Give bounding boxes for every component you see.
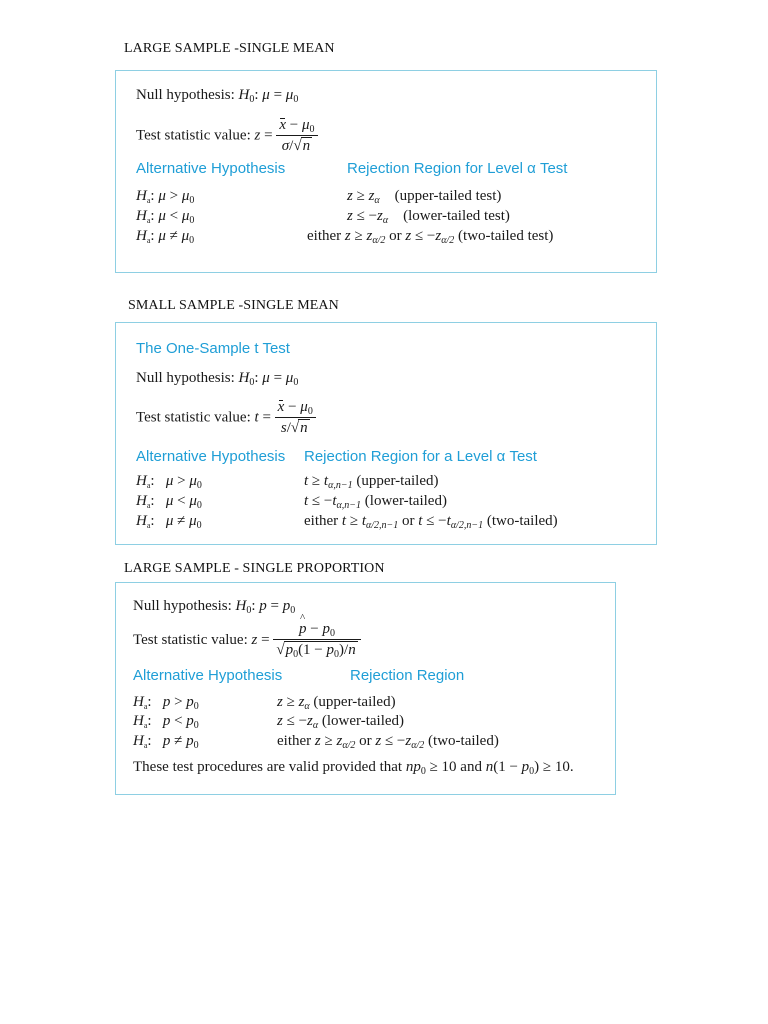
test-statistic-label: Test statistic value: [136,409,255,426]
alternative-hypothesis-header: Alternative Hypothesis [136,160,286,177]
formula-box-large-sample-mean [115,70,657,273]
formula-box-large-sample-proportion [115,582,616,795]
rejection-region-header: Rejection Region [350,667,465,684]
rejection-region-row: $t \le -t_{\alpha,n-1}$ (lower-tailed) [304,493,447,511]
section-heading-large-sample-proportion: LARGE SAMPLE - SINGLE PROPORTION [124,561,385,576]
rejection-region-row: $t \ge t_{\alpha,n-1}$ (upper-tailed) [304,473,439,491]
one-sample-t-test-title: The One-Sample t Test [136,340,290,357]
validity-text: These test procedures are valid provided that [133,759,403,775]
rejection-region-header: Rejection Region for Level α Test [347,160,568,177]
alt-hypothesis-row: $H_a$: $\mu < \mu_0$ [136,208,195,226]
region-note: (two-tailed) [486,513,558,529]
region-note: (two-tailed) [428,733,499,749]
rejection-region-row: either $z \ge z_{\alpha/2}$ or $z \le -z_{\alpha/2}$ (two-tailed test) [307,228,554,246]
null-hypothesis: Null hypothesis: $H_0$: $\mu = \mu_0$ [136,370,299,388]
region-prefix: either [277,733,312,749]
null-hypothesis: Null hypothesis: $H_0$: $p = p_0$ [133,598,296,616]
alt-hypothesis-row: $H_a$: $\mu \ne \mu_0$ [136,513,202,531]
test-statistic: Test statistic value: t = $\frac{x - \mu_0}{s/√n}$ [136,399,316,437]
alt-hypothesis-row: $H_a$: $\mu < \mu_0$ [136,493,202,511]
alt-hypothesis-row: $H_a$: $\mu > \mu_0$ [136,188,195,206]
rejection-region-row: $z \le -z_\alpha$ (lower-tailed) [277,713,405,731]
rejection-region-row: $z \ge z_\alpha$ (upper-tailed test) [347,188,502,206]
validity-condition: These test procedures are valid provided that $np_0 \ge 10$ and $n(1 - p_0) \ge 10$. [133,759,574,777]
alternative-hypothesis-header: Alternative Hypothesis [133,667,283,684]
region-note: (two-tailed test) [458,228,554,244]
alt-hypothesis-row: $H_a$: $p \ne p_0$ [133,733,199,751]
alt-hypothesis-row: $H_a$: $p < p_0$ [133,713,199,731]
null-hypothesis-label: Null hypothesis: [136,87,239,103]
rejection-region-row: either $z \ge z_{\alpha/2}$ or $z \le -z_{\alpha/2}$ (two-tailed) [277,733,499,751]
region-note: (lower-tailed) [321,713,405,729]
test-statistic: Test statistic value: z = $\frac{x - \mu_0}{\sigma/√n}$ [136,117,318,155]
formula-box-small-sample-mean [115,322,657,545]
test-statistic-label: Test statistic value: [133,631,252,648]
region-prefix: either [307,228,342,244]
region-note: (lower-tailed test) [403,208,510,224]
region-note: (lower-tailed) [364,493,447,509]
null-hypothesis-label: Null hypothesis: [133,598,236,614]
region-note: (upper-tailed test) [394,188,502,204]
rejection-region-row: $z \ge z_\alpha$ (upper-tailed) [277,694,396,712]
region-note: (upper-tailed) [356,473,439,489]
alt-hypothesis-row: $H_a$: $\mu > \mu_0$ [136,473,202,491]
region-prefix: either [304,513,339,529]
alt-hypothesis-row: $H_a$: $\mu \ne \mu_0$ [136,228,195,246]
test-statistic-label: Test statistic value: [136,127,255,144]
rejection-region-header: Rejection Region for a Level α Test [304,448,537,465]
region-note: (upper-tailed) [313,694,396,710]
section-heading-large-sample-mean: LARGE SAMPLE -SINGLE MEAN [124,41,335,56]
alternative-hypothesis-header: Alternative Hypothesis [136,448,286,465]
test-statistic: Test statistic value: z = ^ $\frac{p - p_0}{√p_0(1 - p_0)/n}$ [133,621,361,660]
null-hypothesis: Null hypothesis: $H_0$: $\mu = \mu_0$ [136,87,299,105]
null-hypothesis-label: Null hypothesis: [136,370,239,386]
section-heading-small-sample-mean: SMALL SAMPLE -SINGLE MEAN [128,298,339,313]
rejection-region-row: either $t \ge t_{\alpha/2,n-1}$ or $t \le -t_{\alpha/2,n-1}$ (two-tailed) [304,513,558,531]
alt-hypothesis-row: $H_a$: $p > p_0$ [133,694,199,712]
rejection-region-row: $z \le -z_\alpha$ (lower-tailed test) [347,208,510,226]
